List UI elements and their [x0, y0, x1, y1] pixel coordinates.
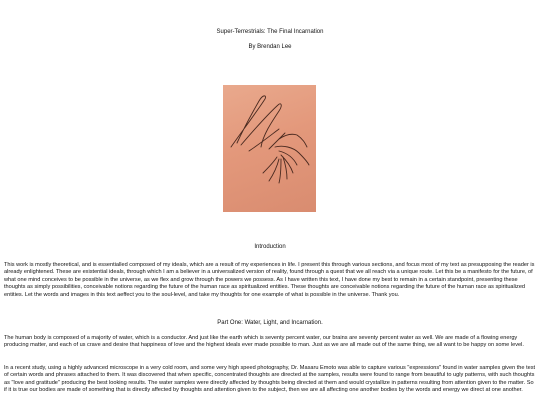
part-one-paragraph-1: The human body is composed of a majority of water, which is a conductor. And just like the earth which is seventy percent water, our brains are seventy percent water as well. We are made of a flowing energy producing matter, and each of us crave and desire that happiness of love and the highest ideals ever made possible to man. Just as we are all made out of the same thing, we all want to be happy on some level. [4, 335, 524, 349]
author-line: By Brendan Lee [248, 44, 292, 50]
part-one-paragraph-2: In a recent study, using a highly advanced microscope in a very cold room, and some very high speed photography, Dr. Masaru Emoto was able to capture various "expressions" found in water samples given the test of certain words and phrases attached to them. It was discovered that when specific, concentrated thoughts are directed at the samples, results were found to range from beautiful to ugly patterns, with such thoughts as "love and gratitude" producing the best looking results. The water samples were directly affected by thoughts being directed at them and would crystallize in patterns resulting from attention given to the matter. So if it is true our bodies are made of something that is directly affected by thoughts and attention given to the subject, then we are all affecting one another bodies by the words and energy we direct at one another. [4, 365, 536, 394]
line-drawing [223, 85, 316, 212]
introduction-heading: Introduction [254, 244, 286, 250]
part-one-heading: Part One: Water, Light, and Incarnation. [217, 320, 323, 326]
artwork-image [223, 85, 316, 212]
introduction-paragraph: This work is mostly theoretical, and is essentialled composed of my ideals, which are a result of my experiences in life. I present this through various sections, and focus most of my text as presupposing the reader is already enlightened. These are existential ideals, through which I am a believer in a universalized version of reality, found through a quest that we all reach via a unique route. Let this be a manifesto for the future, of what one mind conceives to be possible in the universe, as we flex and grow through the powers we possess. As I have written this text, I have done my best to remain in a certain standpoint, presenting these thoughts as simply possibilities, conceivable notions regarding the future of the human race as spiritualized entities. These thoughts are conceivable notions regarding the future of the human race as spiritualized entities. Let the words and images in this text aeffect you to the soul-level, and take my thoughts for one example of what is possible in the universe. Thank you. [4, 262, 535, 298]
document-title: Super-Terrestrials: The Final Incarnation [216, 29, 324, 35]
